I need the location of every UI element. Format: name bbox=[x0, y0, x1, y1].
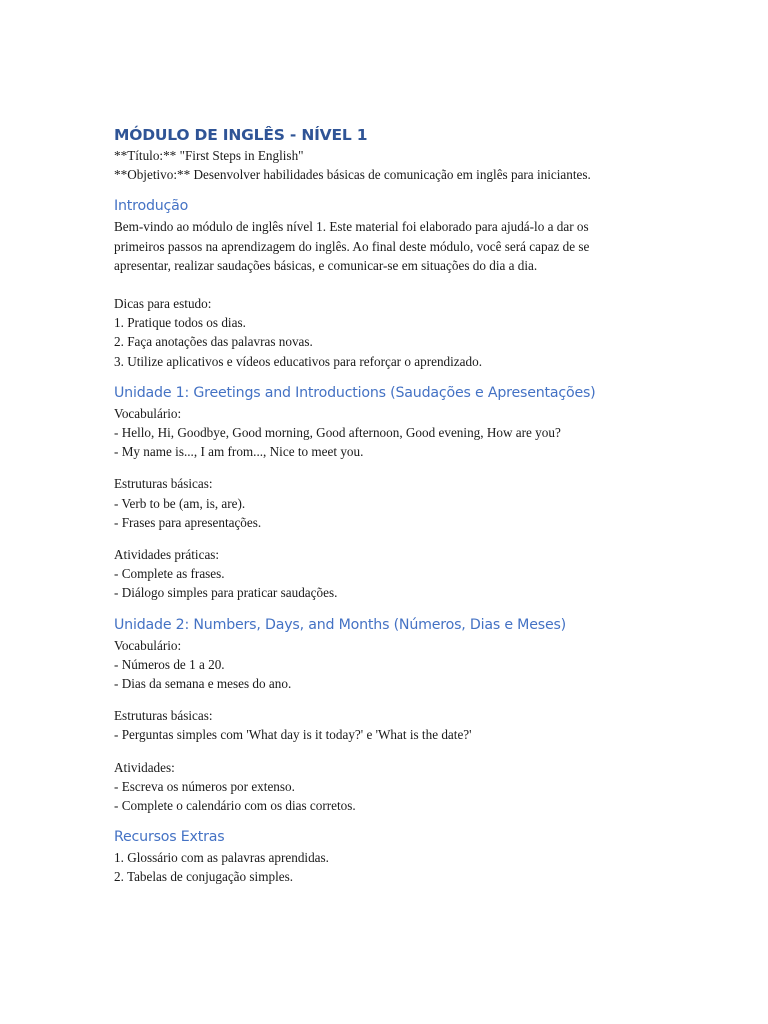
unit2-activity-item: - Escreva os números por extenso. bbox=[114, 778, 295, 794]
meta-title-line: **Título:** "First Steps in English" bbox=[114, 148, 304, 163]
document-title: MÓDULO DE INGLÊS - NÍVEL 1 bbox=[114, 126, 368, 144]
unit2-activities-label: Atividades: bbox=[114, 759, 175, 775]
unit2-struct-item: - Perguntas simples com 'What day is it today?' e 'What is the date?' bbox=[114, 727, 472, 743]
extras-item: 1. Glossário com as palavras aprendidas. bbox=[114, 850, 329, 866]
intro-paragraph-line: Bem-vindo ao módulo de inglês nível 1. Este material foi elaborado para ajudá-lo a dar os bbox=[114, 219, 589, 235]
unit1-struct-item: - Frases para apresentações. bbox=[114, 514, 262, 530]
tip-item: 3. Utilize aplicativos e vídeos educativos para reforçar o aprendizado. bbox=[114, 353, 482, 369]
unit2-heading: Unidade 2: Numbers, Days, and Months (Números, Dias e Meses) bbox=[114, 616, 566, 633]
unit1-vocab-item: - My name is..., I am from..., Nice to meet you. bbox=[114, 444, 364, 460]
unit2-vocab-item: - Dias da semana e meses do ano. bbox=[114, 676, 292, 692]
extras-item: 2. Tabelas de conjugação simples. bbox=[114, 869, 294, 885]
unit1-activity-item: - Diálogo simples para praticar saudações. bbox=[114, 585, 338, 601]
intro-paragraph-line: primeiros passos na aprendizagem do inglês. Ao final deste módulo, você será capaz de se bbox=[114, 238, 590, 254]
unit1-struct-item: - Verb to be (am, is, are). bbox=[114, 495, 246, 511]
unit2-vocab-item: - Números de 1 a 20. bbox=[114, 656, 225, 672]
tips-label: Dicas para estudo: bbox=[114, 296, 212, 312]
intro-paragraph-line: apresentar, realizar saudações básicas, e comunicar-se em situações do dia a dia. bbox=[114, 257, 538, 273]
intro-heading: Introdução bbox=[114, 198, 189, 215]
unit2-activity-item: - Complete o calendário com os dias corretos. bbox=[114, 798, 356, 814]
unit1-vocab-item: - Hello, Hi, Goodbye, Good morning, Good afternoon, Good evening, How are you? bbox=[114, 425, 561, 441]
tip-item: 1. Pratique todos os dias. bbox=[114, 315, 246, 331]
unit1-vocab-label: Vocabulário: bbox=[114, 405, 182, 421]
extras-heading: Recursos Extras bbox=[114, 829, 225, 846]
meta-objective-line: **Objetivo:** Desenvolver habilidades básicas de comunicação em inglês para iniciantes. bbox=[114, 167, 591, 183]
unit1-activity-item: - Complete as frases. bbox=[114, 566, 225, 582]
unit1-struct-label: Estruturas básicas: bbox=[114, 476, 213, 492]
tip-item: 2. Faça anotações das palavras novas. bbox=[114, 334, 313, 350]
unit1-heading: Unidade 1: Greetings and Introductions (Saudações e Apresentações) bbox=[114, 384, 596, 401]
unit2-vocab-label: Vocabulário: bbox=[114, 637, 182, 653]
unit2-struct-label: Estruturas básicas: bbox=[114, 708, 213, 724]
unit1-activities-label: Atividades práticas: bbox=[114, 547, 220, 563]
